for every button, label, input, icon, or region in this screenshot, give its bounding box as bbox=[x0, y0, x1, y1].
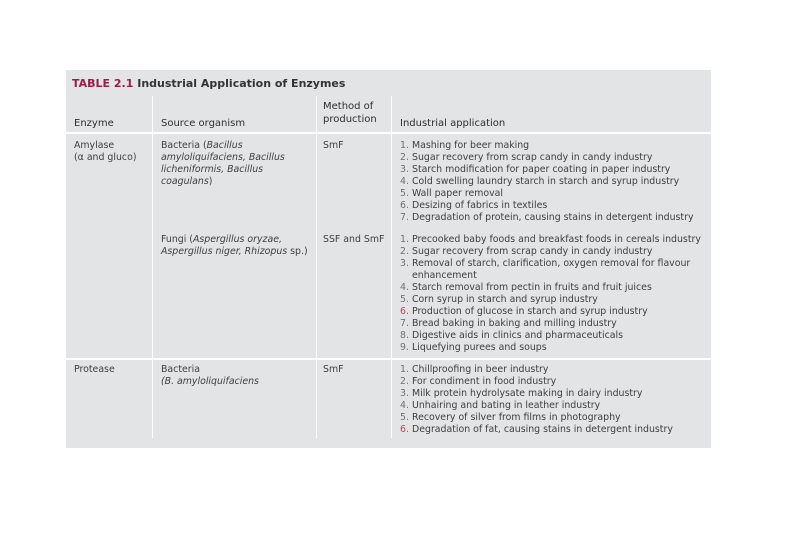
list-item-number: 3. bbox=[400, 164, 409, 175]
list-item-text: Removal of starch, clarification, oxygen removal for flavour enhancement bbox=[412, 258, 691, 281]
header-source-organism: Source organism bbox=[161, 118, 246, 129]
list-item-number: 4. bbox=[400, 176, 409, 187]
application-list bbox=[400, 234, 705, 354]
list-item bbox=[400, 176, 705, 188]
list-item-number: 5. bbox=[400, 188, 409, 199]
table-title: Industrial Application of Enzymes bbox=[137, 77, 346, 90]
list-item-text: Production of glucose in starch and syrup industry bbox=[412, 306, 648, 317]
list-item-text: Cold swelling laundry starch in starch and syrup industry bbox=[412, 176, 680, 187]
list-item bbox=[400, 294, 705, 306]
source-organism-cell: Bacteria (Bacillus amyloliquifaciens, Bacillus licheniformis, Bacillus coagulans) bbox=[161, 140, 285, 187]
list-item-number: 2. bbox=[400, 152, 409, 163]
list-item-number: 3. bbox=[400, 388, 409, 399]
method-cell: SSF and SmF bbox=[323, 234, 385, 245]
list-item bbox=[400, 388, 705, 400]
list-item bbox=[400, 376, 705, 388]
list-item-number: 5. bbox=[400, 294, 409, 305]
column-divider bbox=[152, 96, 153, 438]
header-divider bbox=[66, 132, 711, 134]
list-item-number: 9. bbox=[400, 342, 409, 353]
list-item bbox=[400, 152, 705, 164]
list-item bbox=[400, 364, 705, 376]
list-item bbox=[400, 318, 705, 330]
list-item-text: Starch removal from pectin in fruits and fruit juices bbox=[412, 282, 652, 293]
source-organism-cell: Bacteria (B. amyloliquifaciens bbox=[161, 364, 259, 387]
column-divider bbox=[316, 96, 317, 438]
application-list bbox=[400, 364, 705, 436]
enzyme-amylase: Amylase (α and gluco) bbox=[74, 140, 137, 163]
list-item bbox=[400, 246, 705, 258]
application-list bbox=[400, 140, 705, 224]
enzyme-table bbox=[66, 96, 711, 448]
list-item bbox=[400, 424, 705, 436]
list-item-text: Starch modification for paper coating in paper industry bbox=[412, 164, 671, 175]
list-item-number: 4. bbox=[400, 400, 409, 411]
enzyme-protease: Protease bbox=[74, 364, 115, 375]
list-item bbox=[400, 188, 705, 200]
list-item-text: Chillproofing in beer industry bbox=[412, 364, 549, 375]
list-item bbox=[400, 412, 705, 424]
list-item-number: 2. bbox=[400, 246, 409, 257]
list-item-number: 6. bbox=[400, 306, 409, 317]
header-enzyme: Enzyme bbox=[74, 118, 114, 129]
header-industrial-application: Industrial application bbox=[400, 118, 506, 129]
list-item-number: 5. bbox=[400, 412, 409, 423]
column-divider bbox=[391, 96, 392, 438]
list-item bbox=[400, 140, 705, 152]
list-item-text: Sugar recovery from scrap candy in candy industry bbox=[412, 246, 653, 257]
list-item-text: Bread baking in baking and milling industry bbox=[412, 318, 617, 329]
list-item-text: Recovery of silver from films in photography bbox=[412, 412, 621, 423]
list-item-text: Desizing of fabrics in textiles bbox=[412, 200, 548, 211]
list-item bbox=[400, 200, 705, 212]
list-item-text: Degradation of fat, causing stains in detergent industry bbox=[412, 424, 673, 435]
table-caption bbox=[72, 77, 345, 90]
list-item-text: Wall paper removal bbox=[412, 188, 504, 199]
list-item-text: For condiment in food industry bbox=[412, 376, 557, 387]
list-item-text: Corn syrup in starch and syrup industry bbox=[412, 294, 598, 305]
list-item bbox=[400, 164, 705, 176]
list-item-number: 7. bbox=[400, 212, 409, 223]
list-item-text: Precooked baby foods and breakfast foods in cereals industry bbox=[412, 234, 701, 245]
source-organism-cell: Fungi (Aspergillus oryzae, Aspergillus niger, Rhizopus sp.) bbox=[161, 234, 308, 257]
list-item-number: 3. bbox=[400, 258, 409, 269]
list-item-text: Sugar recovery from scrap candy in candy industry bbox=[412, 152, 653, 163]
list-item-number: 6. bbox=[400, 200, 409, 211]
list-item-text: Unhairing and bating in leather industry bbox=[412, 400, 601, 411]
method-cell: SmF bbox=[323, 364, 344, 375]
list-item bbox=[400, 342, 705, 354]
list-item bbox=[400, 400, 705, 412]
list-item bbox=[400, 258, 705, 282]
list-item-number: 4. bbox=[400, 282, 409, 293]
list-item-number: 8. bbox=[400, 330, 409, 341]
header-method: Method of production bbox=[323, 101, 377, 125]
list-item-text: Milk protein hydrolysate making in dairy industry bbox=[412, 388, 643, 399]
list-item-number: 1. bbox=[400, 140, 409, 151]
list-item-text: Liquefying purees and soups bbox=[412, 342, 547, 353]
list-item bbox=[400, 212, 705, 224]
list-item-number: 1. bbox=[400, 364, 409, 375]
list-item-number: 6. bbox=[400, 424, 409, 435]
method-cell: SmF bbox=[323, 140, 344, 151]
list-item-text: Digestive aids in clinics and pharmaceuticals bbox=[412, 330, 623, 341]
list-item-number: 2. bbox=[400, 376, 409, 387]
list-item bbox=[400, 330, 705, 342]
list-item-text: Mashing for beer making bbox=[412, 140, 530, 151]
row-divider bbox=[66, 358, 711, 360]
list-item-number: 7. bbox=[400, 318, 409, 329]
list-item bbox=[400, 282, 705, 294]
table-number: TABLE 2.1 bbox=[72, 77, 134, 90]
list-item bbox=[400, 234, 705, 246]
list-item bbox=[400, 306, 705, 318]
list-item-number: 1. bbox=[400, 234, 409, 245]
list-item-text: Degradation of protein, causing stains in detergent industry bbox=[412, 212, 694, 223]
